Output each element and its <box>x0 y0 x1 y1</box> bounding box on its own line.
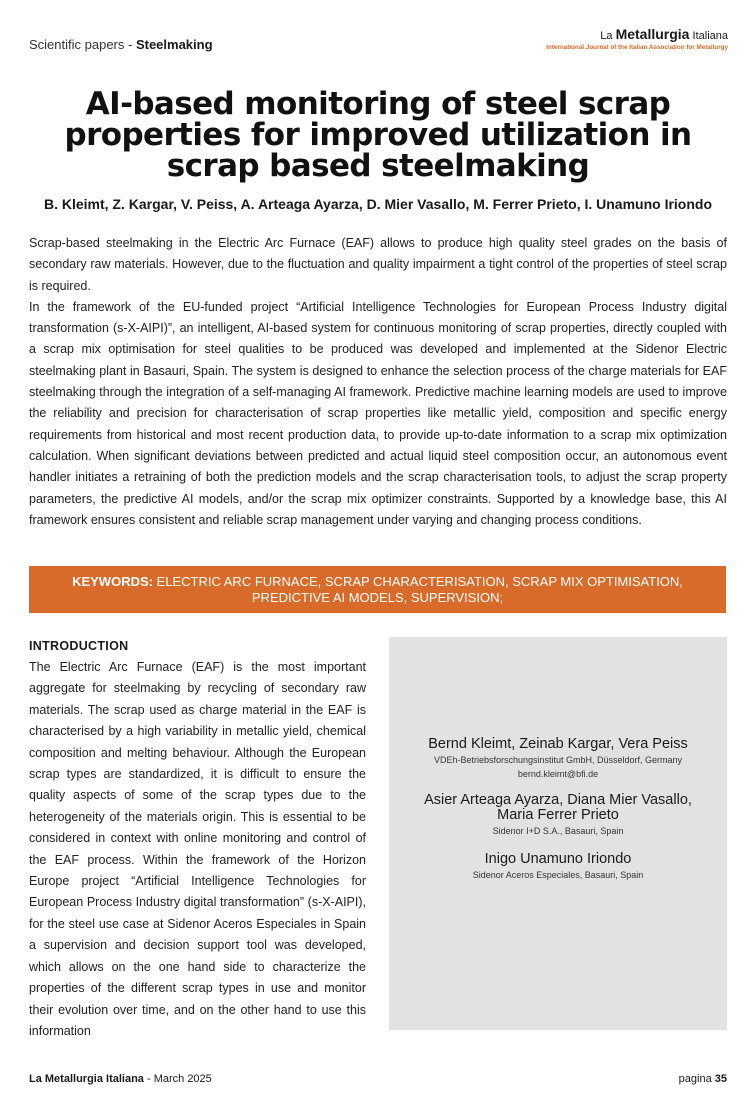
keywords-banner <box>29 566 726 613</box>
paper-title: AI-based monitoring of steel scrap properties for improved utilization in scrap based steelmaking <box>64 86 692 184</box>
affiliations-box <box>389 637 727 1030</box>
journal-suffix: Italiana <box>689 30 728 42</box>
keywords-label: KEYWORDS: <box>72 573 153 589</box>
abstract <box>29 233 727 531</box>
section-prefix: Scientific papers - <box>29 37 136 52</box>
section-label <box>29 37 213 52</box>
affiliation-3-names: Inigo Unamuno Iriondo <box>484 851 632 867</box>
keywords-text-1: ELECTRIC ARC FURNACE, SCRAP CHARACTERISATION, SCRAP MIX OPTIMISATION, <box>152 573 683 589</box>
journal-subtitle: International Journal of the Italian Association for Metallurgy <box>546 44 728 51</box>
keywords-line-1 <box>72 574 683 590</box>
footer-page-label: pagina <box>678 1073 715 1085</box>
footer-journal-name: La Metallurgia Italiana <box>29 1073 144 1085</box>
footer-journal <box>29 1073 212 1085</box>
section-name: Steelmaking <box>135 37 213 52</box>
footer-page <box>679 1073 727 1085</box>
abstract-paragraph-2: In the framework of the EU-funded project “Artificial Intelligence Technologies for European Process Industry digital transformation (s-X-AIPI)”, an intelligent, AI-based system for continuous monitoring of scrap properties, directly coupled with a scrap mix optimisation for steel qualities to be produced was developed and implemented at the Sidenor Electric steelmaking plant in Basauri, Spain. The system is designed to enhance the selection process of the charge materials for EAF steelmaking through the integration of a self-managing AI framework. Predictive machine learning models are used to improve the reliability and precision for characterisation of scrap properties like metallic yield, composition and specific energy requirements from historical and most recent production data, to provide up-to-date information to a scrap mix optimization calculation. When significant deviations between predicted and actual liquid steel composition occur, an autonomous event handler initiates a retraining of both the prediction models and the scrap characterisation tools, to adjust the scrap property parameters, the predictive AI models, and/or the scrap mix optimizer constraints. Supported by a knowledge base, this AI framework ensures consistent and reliable scrap management under varying and changing process conditions. <box>29 299 727 527</box>
page-number: 35 <box>714 1073 727 1085</box>
affiliation-2-names-line-2: Maria Ferrer Prieto <box>497 807 619 823</box>
affiliation-2-institution: Sidenor I+D S.A., Basauri, Spain <box>492 826 624 836</box>
introduction-body: The Electric Arc Furnace (EAF) is the most important aggregate for steelmaking by recycling of secondary raw materials. The scrap used as charge material in the EAF is characterised by a high variability in metallic yield, chemical composition and melting behaviour. Although the European scrap types are standardized, it is difficult to ensure the quality aspects of some of the scrap types due to the heterogeneity of the materials origin. This is essential to be considered in context with online monitoring and control of the EAF process. Within the framework of the Horizon Europe project “Artificial Intelligence Technologies for European Process Industry digital transformation” (s-X-AIPI), for the steel use case at Sidenor Aceros Especiales in Spain a supervision and decision support tool was developed, which allows on the one hand side to characterize the properties of the different scrap types in use and monitor their evolution over time, and on the other hand to use this information <box>29 660 366 1038</box>
author-list: B. Kleimt, Z. Kargar, V. Peiss, A. Arteaga Ayarza, D. Mier Vasallo, M. Ferrer Prieto, I. Unamuno Iriondo <box>43 196 713 212</box>
affiliation-3-institution: Sidenor Aceros Especiales, Basauri, Spain <box>472 870 644 880</box>
affiliation-1-names: Bernd Kleimt, Zeinab Kargar, Vera Peiss <box>428 736 688 752</box>
journal-name: Metallurgia <box>615 26 690 42</box>
journal-logo <box>600 26 728 42</box>
affiliation-1-institution: VDEh-Betriebsforschungsinstitut GmbH, Düsseldorf, Germany <box>433 755 683 765</box>
keywords-line-2: PREDICTIVE AI MODELS, SUPERVISION; <box>251 589 504 605</box>
footer-issue: - March 2025 <box>143 1073 212 1085</box>
affiliation-1-email: bernd.kleimt@bfi.de <box>517 769 599 779</box>
abstract-paragraph-1: Scrap-based steelmaking in the Electric Arc Furnace (EAF) allows to produce high quality steel grades on the basis of secondary raw materials. However, due to the fluctuation and quality impairment a tight control of the properties of steel scrap is required. <box>29 236 727 293</box>
journal-la: La <box>600 30 616 42</box>
introduction-heading: INTRODUCTION <box>29 639 129 653</box>
affiliation-2-names-line-1: Asier Arteaga Ayarza, Diana Mier Vasallo, <box>424 792 692 808</box>
